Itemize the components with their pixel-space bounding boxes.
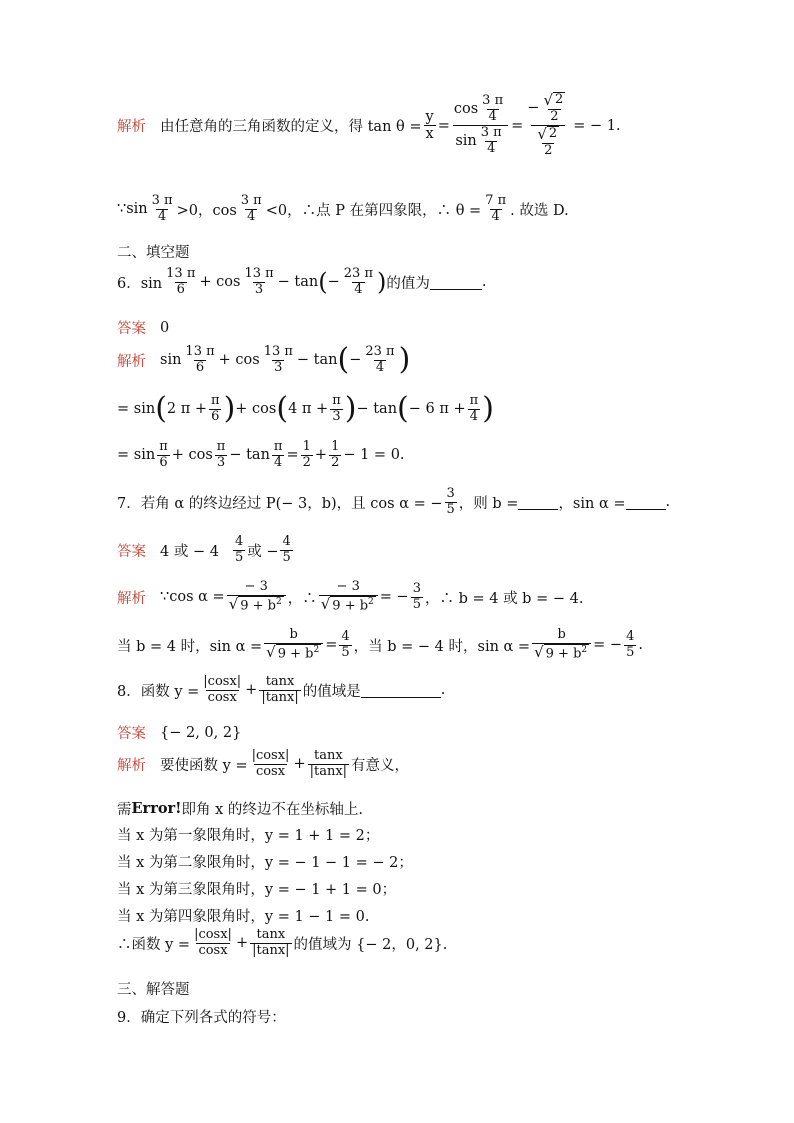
answer-7: 答案 4 或 − 4 $\frac{4}{5}$ 或 − $\frac{4}{5}$ xyxy=(117,534,291,565)
answer-6: 答案 0 xyxy=(117,319,170,337)
answer-blank xyxy=(518,495,558,510)
fraction-cos-over-sin: cos $\frac{3 \pi}{4}$ sin $\frac{3 \pi}{4}$ xyxy=(452,94,509,157)
section-answer-questions: 三、解答题 xyxy=(117,982,190,998)
fraction-sqrt2-ratio: − √ 2 2 √ 2 2 xyxy=(527,91,564,159)
answer-blank xyxy=(361,683,441,698)
solution-6-line-1: 解析 sin $\frac{13 \pi}{6}$ + cos $\frac{13 \pi}{3}$ − tan ( − $\frac{23 \pi}{4}$ ) xyxy=(117,342,411,378)
solution-7-line-1: 解析 ∵cos α = − 3 √ $9 + b^2$ ，∴ − 3 √ $9 + b^2$ = − $\frac{3}{5}$ ，∴ b = 4 或 b = − 4. xyxy=(117,579,584,614)
solution-8-line-2: 需 Error! 即角 x 的终边不在坐标轴上. xyxy=(117,800,364,818)
solution-5-line-2: ∵sin $\frac{3 \pi}{4}$ >0，cos $\frac{3 \pi}{4}$ <0，∴点 P 在第四象限，∴ θ = $\frac{7 \pi}{4}$ . 故选 D. xyxy=(117,193,569,224)
solution-7-line-2: 当 b = 4 时，sin α = b √ $9 + b^2$ = $\frac{4}{5}$ ，当 b = − 4 时，sin α = b √ $9 + b^2$ = − $\frac{4}{5}$ . xyxy=(117,627,643,662)
question-6: 6．sin $\frac{13 \pi}{6}$ + cos $\frac{13 \pi}{3}$ − tan ( − $\frac{23 \pi}{4}$ ) 的值为 . xyxy=(117,266,487,297)
answer-blank xyxy=(430,275,482,290)
question-9: 9．确定下列各式的符号： xyxy=(117,1010,286,1026)
question-8: 8．函数 y = $\frac{|\cos x|}{\cos x}$ + $\frac{\tan x}{|\tan x|}$ 的值域是 . xyxy=(117,674,446,705)
fraction-y-over-x: $\frac{y}{x}$ xyxy=(425,108,434,143)
answer-blank xyxy=(626,495,666,510)
solution-5-line-1: 解析 由任意角的三角函数的定义，得 tan θ = $\frac{y}{x}$ = cos $\frac{3 \pi}{4}$ sin $\frac{3 \pi}{4}$ = − √ 2 2 √ 2 2 = − 1. xyxy=(117,91,621,159)
solution-8-case-4: 当 x 为第四象限角时，y = 1 − 1 = 0. xyxy=(117,909,370,925)
question-7: 7．若角 α 的终边经过 P(− 3，b)，且 cos α = − $\frac{3}{5}$ ，则 b = ，sin α = . xyxy=(117,486,671,517)
solution-8-conclusion: ∴函数 y = $\frac{|\cos x|}{\cos x}$ + $\frac{\tan x}{|\tan x|}$ 的值域为 {− 2，0, 2}. xyxy=(117,927,448,958)
answer-8: 答案 {− 2, 0, 2} xyxy=(117,724,242,742)
solution-tag: 解析 xyxy=(117,119,146,136)
solution-8-case-3: 当 x 为第三象限角时，y = − 1 + 1 = 0； xyxy=(117,882,397,898)
solution-8-line-1: 解析 要使函数 y = $\frac{|\cos x|}{\cos x}$ + $\frac{\tan x}{|\tan x|}$ 有意义， xyxy=(117,748,410,779)
solution-8-case-2: 当 x 为第二象限角时，y = − 1 − 1 = − 2； xyxy=(117,855,413,871)
solution-6-line-2: = sin ( 2 π + $\frac{\pi}{6}$ ) + cos ( 4 π + $\frac{\pi}{3}$ ) − tan ( − 6 π + $\frac{\pi}{4}$ ) xyxy=(117,391,494,427)
solution-8-case-1: 当 x 为第一象限角时，y = 1 + 1 = 2； xyxy=(117,828,380,844)
solution-6-line-3: = sin $\frac{\pi}{6}$ + cos $\frac{\pi}{3}$ − tan $\frac{\pi}{4}$ = $\frac{1}{2}$ + $\frac{1}{2}$ − 1 = 0. xyxy=(117,439,405,470)
section-fill-in: 二、填空题 xyxy=(117,245,190,261)
